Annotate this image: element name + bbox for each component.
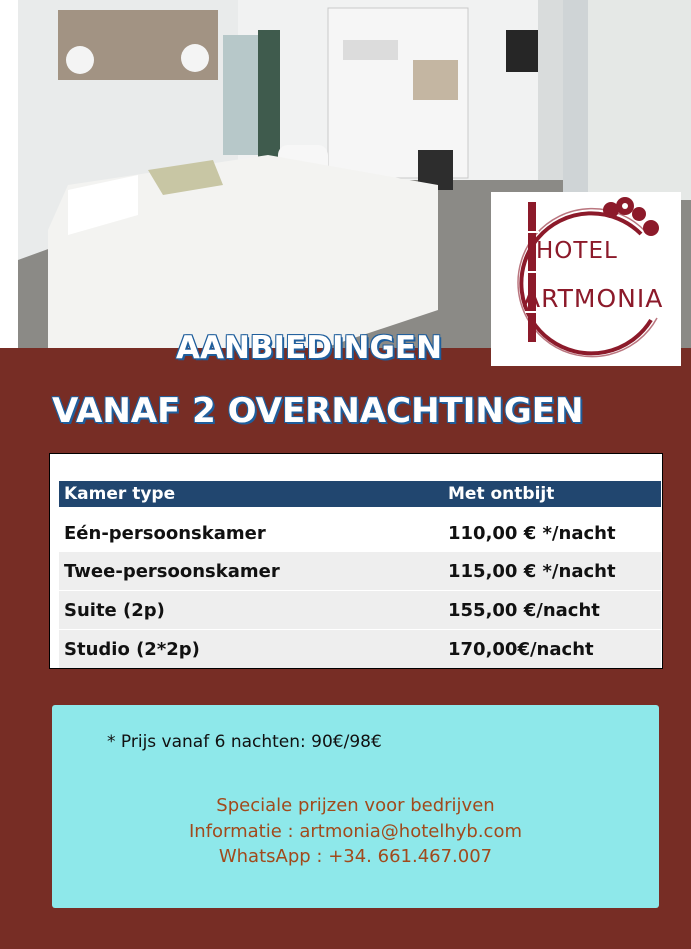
offers-subtitle: VANAF 2 OVERNACHTINGEN: [52, 391, 584, 431]
table-header: [59, 481, 661, 507]
table-row: [59, 591, 661, 629]
logo-name-text: ARTMONIA: [523, 284, 664, 313]
room-name: Twee-persoonskamer: [64, 561, 280, 582]
room-price: 170,00€/nacht: [448, 639, 594, 660]
offers-title: AANBIEDINGEN: [176, 330, 443, 366]
table-row: [59, 514, 661, 552]
room-price: 155,00 €/nacht: [448, 600, 600, 621]
room-name: Eén-persoonskamer: [64, 523, 266, 544]
hotel-logo: [491, 192, 681, 366]
logo-hotel-text: HOTEL: [536, 238, 618, 264]
contact-email[interactable]: Informatie : artmonia@hotelhyb.com: [188, 821, 523, 842]
price-footnote: * Prijs vanaf 6 nachten: 90€/98€: [107, 732, 382, 752]
contact-whatsapp[interactable]: WhatsApp : +34. 661.467.007: [218, 846, 493, 867]
header-breakfast: Met ontbijt: [448, 484, 555, 504]
room-price: 115,00 € */nacht: [448, 561, 616, 582]
table-row: [59, 630, 661, 668]
room-name: Suite (2p): [64, 600, 165, 621]
price-table: [49, 453, 663, 669]
room-price: 110,00 € */nacht: [448, 523, 616, 544]
logo-emblem-icon: [491, 192, 681, 366]
business-prices: Speciale prijzen voor bedrijven: [216, 795, 495, 816]
header-room-type: Kamer type: [64, 484, 176, 504]
room-name: Studio (2*2p): [64, 639, 200, 660]
table-row: [59, 552, 661, 590]
notes-box: [52, 705, 659, 908]
